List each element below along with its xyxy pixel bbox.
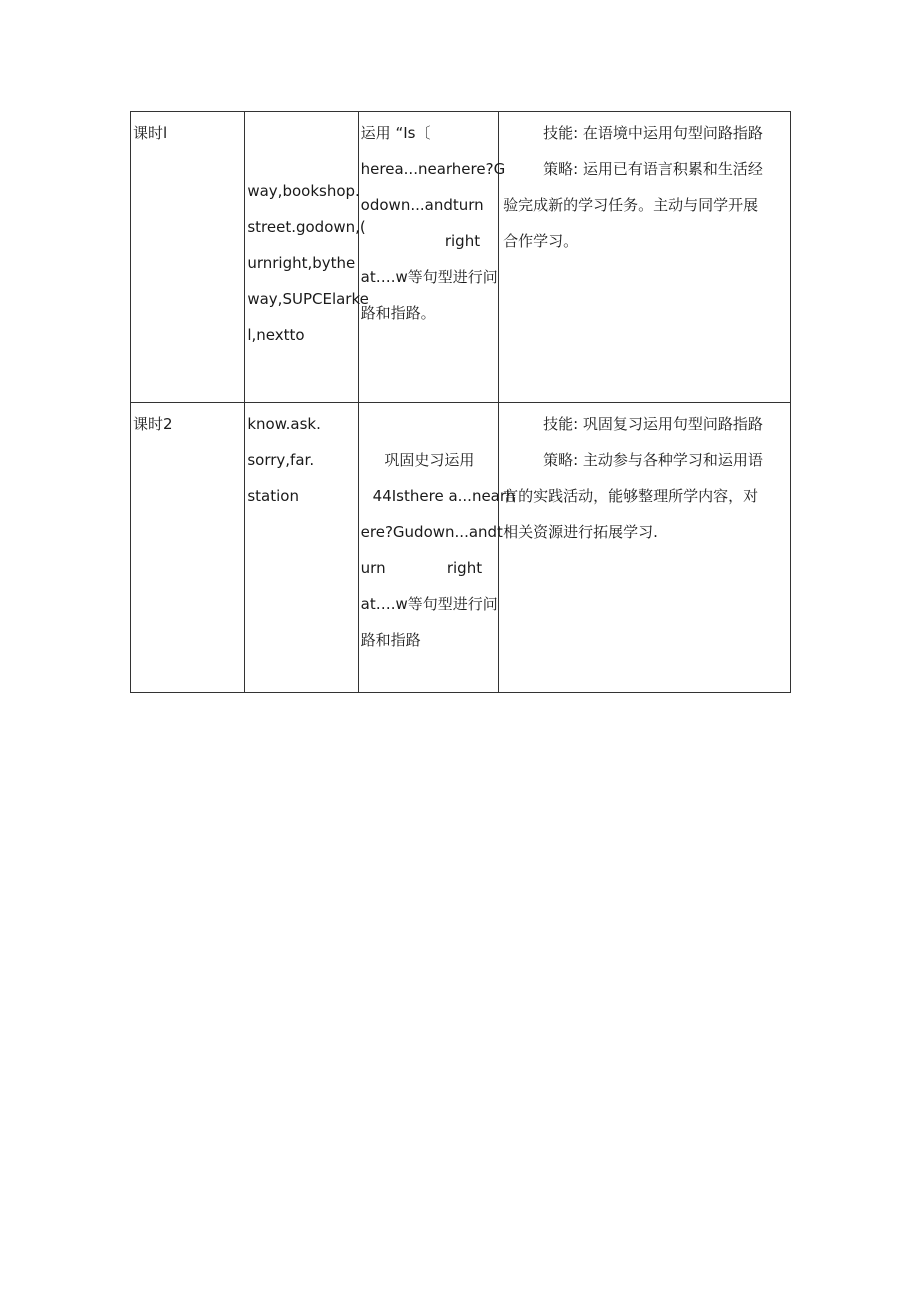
sentence-pattern-line: at….w等句型进行问 xyxy=(360,595,498,613)
sentence-pattern-line: 44Isthere a...nearh xyxy=(372,487,516,505)
vocabulary-line: station xyxy=(247,487,299,505)
vocabulary-line: sorry,far. xyxy=(247,451,315,469)
sentence-pattern-line: odown...andturn xyxy=(360,196,484,214)
vocabulary-line: way,bookshop. xyxy=(247,182,360,200)
sentence-pattern-line: ere?Gudown...andt xyxy=(360,523,503,541)
learning-goal-line: 相关资源进行拓展学习. xyxy=(503,523,658,541)
sentence-pattern-line: right xyxy=(446,559,483,577)
learning-goal-line: 技能: 在语境中运用句型问路指路 xyxy=(543,124,763,142)
vocabulary-cell xyxy=(245,112,369,403)
sentence-pattern-line: 路和指路 xyxy=(360,631,421,649)
learning-goal-cell xyxy=(499,403,791,693)
learning-goal-line: 验完成新的学习任务。主动与同学开展 xyxy=(503,196,759,214)
learning-goal-cell xyxy=(499,112,791,403)
vocabulary-line: know.ask. xyxy=(247,415,321,433)
vocabulary-line: l,nextto xyxy=(247,326,305,344)
learning-goal-line: 言的实践活动，能够整理所学内容，对 xyxy=(503,487,759,505)
sentence-pattern-line: at….w等句型进行问 xyxy=(360,268,498,286)
learning-goal-line: 合作学习。 xyxy=(503,232,579,250)
vocabulary-line: street.godown,( xyxy=(247,218,366,236)
lesson-plan-table xyxy=(130,111,791,693)
sentence-pattern-line: 巩固史习运用 xyxy=(384,451,475,469)
table-row xyxy=(131,112,791,403)
sentence-pattern-line: 路和指路。 xyxy=(360,304,436,322)
sentence-pattern-cell xyxy=(358,112,506,403)
sentence-pattern-line: urn xyxy=(360,559,386,577)
vocabulary-line: way,SUPCElarke xyxy=(247,290,369,308)
sentence-pattern-line: 运用 “Is〔 xyxy=(360,124,431,142)
sentence-pattern-line: right xyxy=(444,232,481,250)
sentence-pattern-cell xyxy=(358,403,516,693)
lesson-label: 课时2 xyxy=(133,415,173,433)
sentence-pattern-line: herea...nearhere?G xyxy=(360,160,506,178)
vocabulary-cell xyxy=(245,403,358,693)
lesson-label-cell xyxy=(131,112,245,403)
vocabulary-line: urnright,bythe xyxy=(247,254,356,272)
table-row xyxy=(131,403,791,693)
learning-goal-line: 策略: 运用已有语言积累和生活经 xyxy=(543,160,763,178)
learning-goal-line: 策略: 主动参与各种学习和运用语 xyxy=(543,451,763,469)
lesson-label: 课时l xyxy=(133,124,168,142)
learning-goal-line: 技能: 巩固复习运用句型问路指路 xyxy=(543,415,763,433)
lesson-label-cell xyxy=(131,403,245,693)
